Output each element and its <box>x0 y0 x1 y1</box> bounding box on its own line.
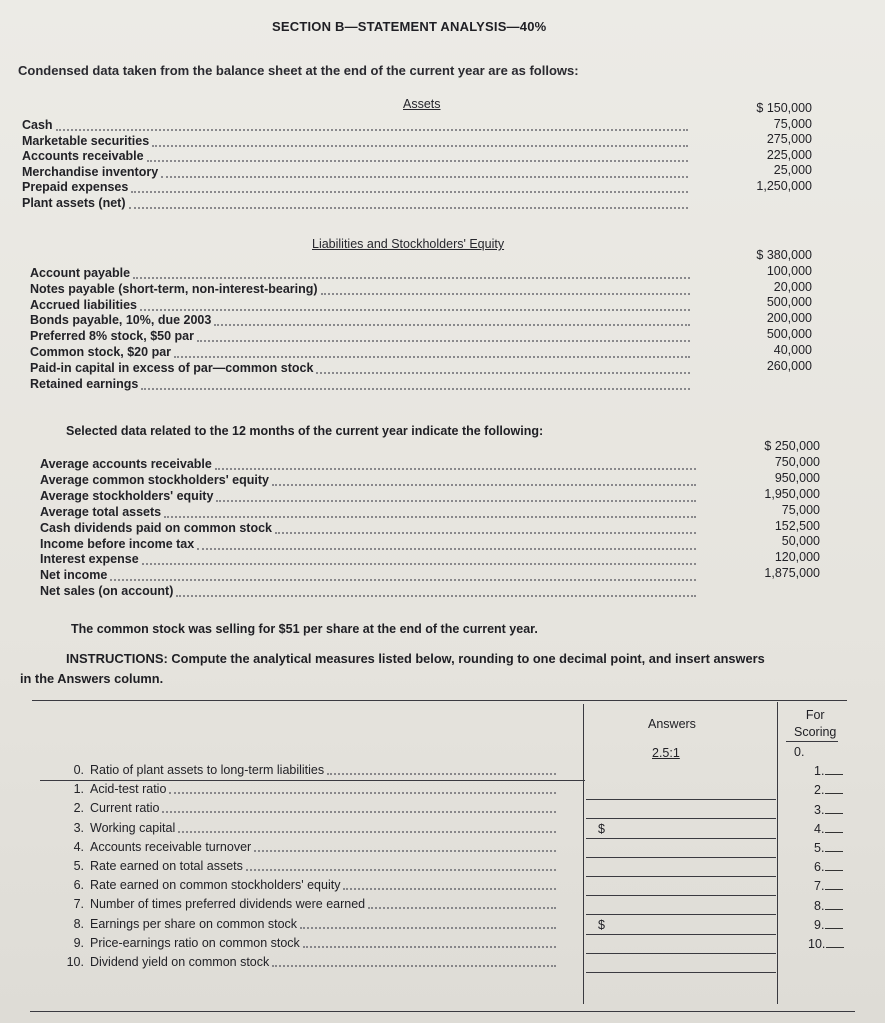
leader-dots <box>321 293 690 295</box>
asset-value: 75,000 <box>773 116 812 131</box>
question-row <box>62 821 175 835</box>
question-number: 3. <box>73 820 84 835</box>
selected-data-label: Average accounts receivable <box>40 457 212 471</box>
scoring-number: 9. <box>814 917 825 932</box>
liability-label: Account payable <box>30 266 131 280</box>
assets-heading: Assets <box>403 97 441 111</box>
leader-dots <box>140 309 690 311</box>
scoring-cell <box>814 918 843 932</box>
scoring-number: 1. <box>814 764 825 779</box>
asset-value: $ 150,000 <box>756 101 812 115</box>
liability-value: 40,000 <box>773 342 812 357</box>
asset-label: Prepaid expenses <box>22 180 129 195</box>
liability-label: Common stock, $20 par <box>30 345 172 359</box>
stock-price-note: The common stock was selling for $51 per share at the end of the current year. <box>71 622 538 636</box>
leader-dots <box>327 773 556 775</box>
question-label: Current ratio <box>90 801 160 816</box>
asset-value: 25,000 <box>773 163 812 178</box>
scoring-number: 3. <box>814 802 825 817</box>
leader-dots <box>215 468 696 470</box>
leader-dots <box>56 129 688 131</box>
scoring-blank[interactable] <box>826 937 844 948</box>
question-row <box>62 878 340 892</box>
scoring-number: 6. <box>814 860 825 875</box>
leader-dots <box>141 388 690 390</box>
scoring-blank[interactable] <box>825 822 843 833</box>
leader-dots <box>300 927 556 929</box>
question-number: 5. <box>73 859 84 873</box>
selected-data-value: 950,000 <box>774 470 820 485</box>
leader-dots <box>316 372 690 374</box>
asset-label: Marketable securities <box>22 133 150 148</box>
question-number: 10. <box>66 955 84 969</box>
instructions <box>66 651 765 666</box>
leader-dots <box>162 811 556 813</box>
selected-data-label: Average total assets <box>40 504 162 519</box>
scoring-blank[interactable] <box>825 783 843 794</box>
leader-dots <box>254 850 556 852</box>
leader-dots <box>110 579 696 581</box>
scoring-number: 8. <box>814 898 825 913</box>
scoring-header-line-1: For <box>805 708 825 722</box>
liability-value: 100,000 <box>766 263 812 278</box>
scoring-cell <box>814 841 843 855</box>
leader-dots <box>129 207 688 209</box>
liability-label: Preferred 8% stock, $50 par <box>30 329 194 344</box>
leader-dots <box>152 145 688 147</box>
instructions-prefix: INSTRUCTIONS: <box>66 651 168 666</box>
question-label: Working capital <box>90 820 176 835</box>
leader-dots <box>174 356 690 358</box>
question-label: Dividend yield on common stock <box>90 955 270 969</box>
selected-data-value: 120,000 <box>774 550 820 565</box>
leader-dots <box>142 563 696 565</box>
asset-value: 225,000 <box>766 147 812 162</box>
liability-value: $ 380,000 <box>756 248 812 262</box>
scoring-cell <box>814 803 843 817</box>
leader-dots <box>272 965 556 967</box>
scoring-number: 10. <box>808 937 826 951</box>
question-number: 8. <box>73 916 84 931</box>
leader-dots <box>197 548 696 550</box>
asset-label: Cash <box>22 118 53 132</box>
scoring-cell <box>814 899 843 913</box>
scoring-blank[interactable] <box>825 764 843 775</box>
leader-dots <box>246 869 556 871</box>
leader-dots <box>164 516 696 518</box>
question-row <box>62 840 251 854</box>
selected-data-value: $ 250,000 <box>764 439 820 453</box>
question-label: Rate earned on common stockholders' equity <box>90 878 341 893</box>
selected-data-value: 75,000 <box>781 502 820 517</box>
selected-data-value: 750,000 <box>774 454 820 469</box>
selected-data-heading: Selected data related to the 12 months of the current year indicate the following: <box>66 424 544 438</box>
leader-dots <box>275 532 696 534</box>
leader-dots <box>147 160 688 162</box>
liability-label: Paid-in capital in excess of par—common stock <box>30 360 314 375</box>
question-row <box>62 859 243 873</box>
question-row <box>62 763 324 777</box>
liability-value: 20,000 <box>773 279 812 294</box>
scoring-number: 0. <box>794 745 805 759</box>
liability-label: Bonds payable, 10%, due 2003 <box>30 313 212 328</box>
scoring-cell <box>814 879 843 893</box>
instructions-text: Compute the analytical measures listed below, rounding to one decimal point, and insert answers <box>167 651 765 666</box>
selected-data-value: 152,500 <box>774 518 820 533</box>
question-number: 2. <box>73 801 84 816</box>
asset-label: Accounts receivable <box>22 149 144 164</box>
scoring-number: 2. <box>814 783 825 798</box>
scoring-header-line-2: Scoring <box>794 725 837 739</box>
scoring-cell <box>814 764 843 778</box>
scoring-blank[interactable] <box>825 803 843 814</box>
scoring-header <box>794 707 836 741</box>
asset-label: Merchandise inventory <box>22 164 159 179</box>
selected-data-label: Income before income tax <box>40 536 195 551</box>
question-label: Earnings per share on common stock <box>90 916 298 931</box>
scoring-cell <box>814 822 843 836</box>
leader-dots <box>303 946 556 948</box>
question-row <box>62 782 166 796</box>
leader-dots <box>197 340 690 342</box>
leader-dots <box>343 888 556 890</box>
liabilities-heading: Liabilities and Stockholders' Equity <box>312 237 505 251</box>
leader-dots <box>161 176 688 178</box>
selected-data-label: Net sales (on account) <box>40 584 174 599</box>
liability-label: Retained earnings <box>30 376 139 391</box>
asset-value: 275,000 <box>766 132 812 147</box>
question-row <box>62 955 269 969</box>
question-label: Price-earnings ratio on common stock <box>90 935 300 950</box>
scoring-blank[interactable] <box>825 918 843 929</box>
leader-dots <box>133 277 690 279</box>
leader-dots <box>214 324 690 326</box>
selected-data-label: Average stockholders' equity <box>40 488 214 503</box>
question-number: 0. <box>73 763 84 777</box>
question-label: Acid-test ratio <box>90 782 167 797</box>
dollar-sign: $ <box>598 917 605 932</box>
question-number: 7. <box>73 897 84 912</box>
instructions-text-2: in the Answers column. <box>20 671 164 686</box>
leader-dots <box>169 792 556 794</box>
selected-data-label: Net income <box>40 568 108 583</box>
question-number: 6. <box>73 878 84 893</box>
answer-cell[interactable]: 2.5:1 <box>652 746 680 760</box>
question-row <box>62 897 365 911</box>
liability-value: 200,000 <box>766 311 812 326</box>
section-title: SECTION B—STATEMENT ANALYSIS—40% <box>272 19 547 34</box>
scoring-number: 4. <box>814 821 825 836</box>
scoring-blank[interactable] <box>825 879 843 890</box>
scoring-blank[interactable] <box>825 899 843 910</box>
question-label: Rate earned on total assets <box>90 859 243 873</box>
selected-data-value: 50,000 <box>781 534 820 549</box>
leader-dots <box>176 595 696 597</box>
leader-dots <box>272 484 696 486</box>
selected-data-label: Cash dividends paid on common stock <box>40 520 272 535</box>
asset-value: 1,250,000 <box>756 179 812 193</box>
scoring-cell <box>814 783 843 797</box>
scoring-blank[interactable] <box>825 860 843 871</box>
leader-dots <box>131 191 688 193</box>
intro-text: Condensed data taken from the balance sheet at the end of the current year are as follows: <box>18 63 579 78</box>
question-number: 1. <box>73 782 84 797</box>
scoring-cell <box>814 860 843 874</box>
scoring-number: 5. <box>814 841 825 855</box>
question-number: 9. <box>73 935 84 950</box>
scoring-cell <box>794 745 804 759</box>
question-row <box>62 936 300 950</box>
question-label: Number of times preferred dividends were earned <box>90 897 366 912</box>
selected-data-label: Average common stockholders' equity <box>40 472 269 487</box>
asset-label: Plant assets (net) <box>22 196 126 210</box>
scoring-number: 7. <box>814 879 825 894</box>
question-label: Accounts receivable turnover <box>90 839 252 854</box>
answers-header: Answers <box>648 717 696 731</box>
liability-value: 500,000 <box>766 295 812 310</box>
liability-label: Notes payable (short-term, non-interest-bearing) <box>30 281 318 296</box>
selected-data-value: 1,875,000 <box>764 566 820 581</box>
liability-label: Accrued liabilities <box>30 297 137 312</box>
leader-dots <box>216 500 696 502</box>
leader-dots <box>178 831 556 833</box>
dollar-sign: $ <box>598 821 605 836</box>
question-number: 4. <box>73 839 84 854</box>
liability-value: 260,000 <box>766 358 812 373</box>
scoring-blank[interactable] <box>825 841 843 852</box>
scoring-cell <box>808 937 844 951</box>
liability-value: 500,000 <box>766 327 812 341</box>
question-label: Ratio of plant assets to long-term liabilities <box>90 763 325 777</box>
selected-data-label: Interest expense <box>40 552 139 567</box>
leader-dots <box>368 907 556 909</box>
selected-data-value: 1,950,000 <box>764 486 820 501</box>
question-row <box>62 917 297 931</box>
question-row <box>62 801 159 815</box>
